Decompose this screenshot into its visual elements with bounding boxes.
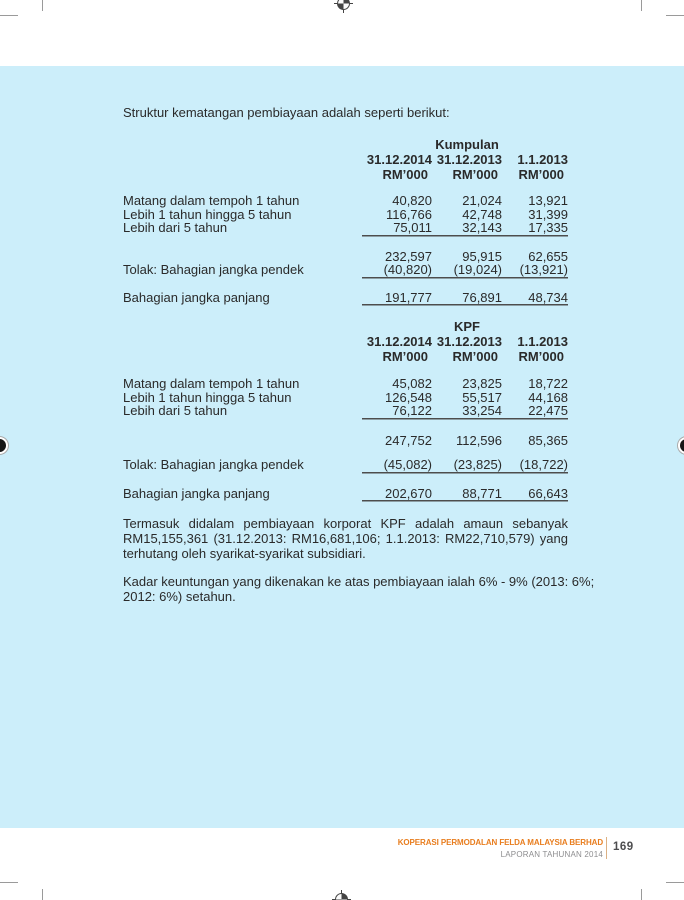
cell-value: 44,168 [528, 389, 568, 405]
column-header: 31.12.2013 [436, 152, 502, 167]
cell-value: 48,734 [502, 291, 568, 305]
table-row [123, 377, 568, 391]
paragraph-line: terhutang oleh syarikat-syarikat subsidiari. [123, 546, 366, 561]
table-group-header-row [123, 319, 568, 334]
unit-header: RM’000 [452, 349, 498, 364]
column-header: 31.12.2014 [366, 334, 432, 349]
table-row [123, 208, 568, 222]
cell-value: 116,766 [385, 206, 432, 222]
cell-value: 13,921 [528, 193, 568, 208]
unit-header: RM’000 [518, 167, 564, 182]
cell-value: 32,143 [432, 221, 502, 235]
paragraph-line: RM15,155,361 (31.12.2013: RM16,681,106; 1.1.2013: RM22,710,579) yang [123, 531, 568, 546]
unit-header: RM’000 [382, 349, 428, 364]
cell-value: 202,670 [362, 487, 432, 501]
footer-company-name: KOPERASI PERMODALAN FELDA MALAYSIA BERHAD [397, 838, 603, 847]
crop-mark [0, 15, 18, 16]
spacer [502, 137, 568, 152]
column-header: 31.12.2013 [436, 334, 502, 349]
cell-value: 40,820 [392, 193, 432, 208]
cell-value: 126,548 [385, 389, 432, 405]
crop-mark [666, 15, 684, 16]
spacer [123, 349, 362, 364]
cell-value: (23,825) [432, 458, 502, 472]
cell-value: 31,399 [528, 206, 568, 222]
spacer [502, 319, 568, 334]
table-date-header-row [123, 334, 568, 349]
table-group-header-row [123, 137, 568, 152]
paragraph-line: Kadar keuntungan yang dikenakan ke atas pembiayaan ialah 6% - 9% (2013: 6%; [123, 574, 595, 589]
spacer [362, 319, 432, 334]
unit-header: RM’000 [382, 167, 428, 182]
table-row [123, 404, 568, 418]
crop-mark [666, 882, 684, 883]
row-label: Bahagian jangka panjang [123, 289, 270, 305]
column-header: 31.12.2014 [366, 152, 432, 167]
cell-value: 45,082 [392, 376, 432, 391]
row-label [123, 250, 362, 264]
cell-value: 85,365 [528, 432, 568, 448]
unit-header: RM’000 [518, 349, 564, 364]
spacer [123, 167, 362, 182]
row-label: Lebih 1 tahun hingga 5 tahun [123, 389, 292, 405]
cell-value: 42,748 [462, 206, 502, 222]
cell-value: 18,722 [528, 376, 568, 391]
crop-mark [641, 889, 642, 900]
row-label: Lebih dari 5 tahun [123, 220, 228, 235]
footer-edition: LAPORAN TAHUNAN 2014 [500, 850, 603, 859]
cell-value: 21,024 [462, 193, 502, 208]
cell-value: 23,825 [462, 376, 502, 391]
table-row [123, 434, 568, 448]
paragraph-line: Termasuk didalam pembiayaan korporat KPF adalah amaun sebanyak [123, 516, 568, 531]
unit-header: RM’000 [452, 167, 498, 182]
cell-value: 17,335 [502, 221, 568, 235]
table-kumpulan [123, 137, 568, 304]
row-label: Matang dalam tempoh 1 tahun [123, 193, 300, 208]
cell-value: 232,597 [385, 248, 432, 264]
cell-value: (13,921) [502, 263, 568, 277]
cell-value: 22,475 [502, 404, 568, 418]
cell-value: 95,915 [462, 248, 502, 264]
table-row [123, 263, 568, 277]
cell-value: 247,752 [385, 432, 432, 448]
spacer [123, 137, 362, 152]
row-label [123, 434, 362, 448]
row-label: Tolak: Bahagian jangka pendek [123, 457, 304, 472]
crop-mark [42, 0, 43, 11]
cell-value: (19,024) [432, 263, 502, 277]
cell-value: (18,722) [502, 458, 568, 472]
cell-value: 88,771 [432, 487, 502, 501]
row-label: Tolak: Bahagian jangka pendek [123, 262, 304, 277]
cell-value: 191,777 [362, 291, 432, 305]
cell-value: 112,596 [455, 432, 502, 448]
table-row [123, 391, 568, 405]
paragraph-profit-rate [123, 574, 595, 604]
paragraph-corporate-financing [123, 516, 568, 561]
table-row [123, 194, 568, 208]
table-unit-header-row [123, 167, 568, 182]
row-label: Matang dalam tempoh 1 tahun [123, 376, 300, 391]
table-group-header: KPF [454, 319, 480, 334]
table-row [123, 291, 568, 305]
table-row [123, 487, 568, 501]
footer-separator [606, 837, 607, 859]
spacer [123, 152, 362, 167]
table-row [123, 250, 568, 264]
cell-value: (45,082) [362, 458, 432, 472]
table-group-header: Kumpulan [435, 137, 499, 152]
row-label: Bahagian jangka panjang [123, 485, 270, 501]
paragraph-line: 2012: 6%) setahun. [123, 589, 236, 604]
cell-value: 76,122 [362, 404, 432, 418]
table-date-header-row [123, 152, 568, 167]
crop-mark [42, 889, 43, 900]
cell-value: 62,655 [528, 248, 568, 264]
cell-value: 55,517 [462, 389, 502, 405]
column-header: 1.1.2013 [517, 334, 568, 349]
crop-mark [0, 882, 18, 883]
table-kpf [123, 319, 568, 500]
cell-value: 33,254 [432, 404, 502, 418]
row-label: Lebih 1 tahun hingga 5 tahun [123, 206, 292, 222]
table-unit-header-row [123, 349, 568, 364]
cell-value: 76,891 [432, 291, 502, 305]
cell-value: 66,643 [502, 487, 568, 501]
crop-mark [641, 0, 642, 11]
spacer [123, 334, 362, 349]
registration-target-icon [332, 890, 351, 900]
table-row [123, 221, 568, 235]
page-number: 169 [613, 841, 634, 853]
footer [398, 838, 603, 859]
page-content [123, 0, 595, 604]
spacer [123, 319, 362, 334]
row-label: Lebih dari 5 tahun [123, 403, 228, 418]
spacer [362, 137, 432, 152]
column-header: 1.1.2013 [517, 152, 568, 167]
cell-value: 75,011 [362, 221, 432, 235]
cell-value: (40,820) [362, 263, 432, 277]
table-row [123, 458, 568, 472]
intro-text: Struktur kematangan pembiayaan adalah seperti berikut: [123, 105, 450, 120]
